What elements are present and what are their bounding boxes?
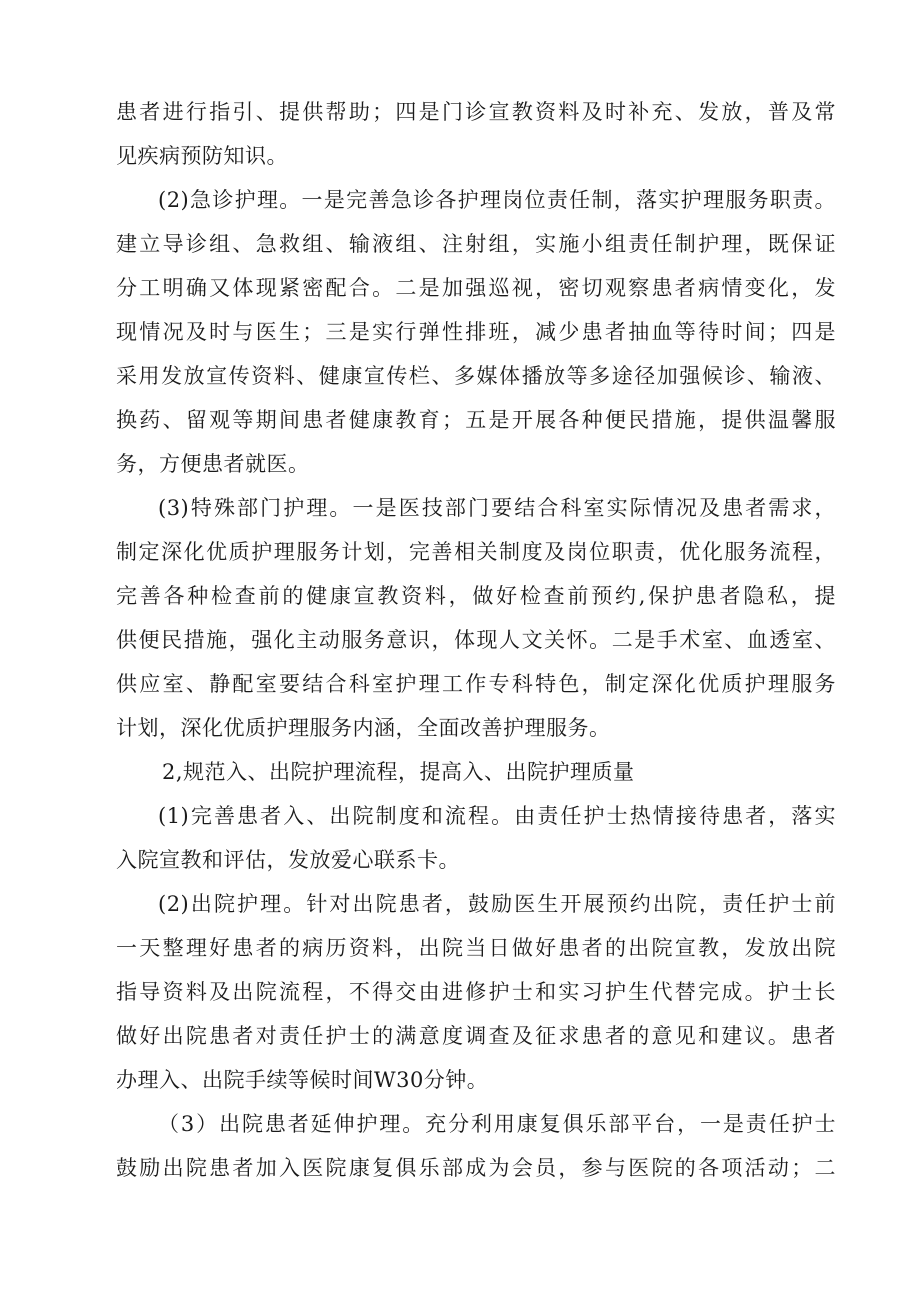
- text-line: 鼓励出院患者加入医院康复俱乐部成为会员，参与医院的各项活动；二: [116, 1156, 836, 1180]
- text-line: 做好出院患者对责任护士的满意度调查及征求患者的意见和建议。患者: [116, 1024, 836, 1048]
- text-line: （3）出院患者延伸护理。充分利用康复俱乐部平台，一是责任护士: [158, 1112, 836, 1136]
- text-line: (2)出院护理。针对出院患者，鼓励医生开展预约出院，责任护士前: [158, 892, 836, 916]
- text-line: 制定深化优质护理服务计划，完善相关制度及岗位职责，优化服务流程，: [116, 540, 836, 564]
- text-line: 换药、留观等期间患者健康教育；五是开展各种便民措施，提供温馨服: [116, 408, 836, 432]
- text-line: 入院宣教和评估，发放爱心联系卡。: [116, 848, 460, 872]
- text-line: 完善各种检查前的健康宣教资料，做好检查前预约,保护患者隐私，提: [116, 584, 836, 608]
- text-line: 采用发放宣传资料、健康宣传栏、多媒体播放等多途径加强候诊、输液、: [116, 364, 836, 388]
- text-line: 务，方便患者就医。: [116, 452, 310, 476]
- text-line: 供便民措施，强化主动服务意识，体现人文关怀。二是手术室、血透室、: [116, 628, 836, 652]
- text-line: (3)特殊部门护理。一是医技部门要结合科室实际情况及患者需求，: [158, 496, 836, 520]
- text-line: 计划，深化优质护理服务内涵，全面改善护理服务。: [116, 716, 611, 740]
- text-line: 指导资料及出院流程，不得交由进修护士和实习护生代替完成。护士长: [116, 980, 836, 1004]
- text-line: 一天整理好患者的病历资料，出院当日做好患者的出院宣教，发放出院: [116, 936, 836, 960]
- text-line: 患者进行指引、提供帮助；四是门诊宣教资料及时补充、发放，普及常: [116, 100, 836, 124]
- text-line: 见疾病预防知识。: [116, 144, 288, 168]
- text-line: 分工明确又体现紧密配合。二是加强巡视，密切观察患者病情变化，发: [116, 276, 836, 300]
- document-page: [116, 90, 836, 1190]
- text-line: 建立导诊组、急救组、输液组、注射组，实施小组责任制护理，既保证: [116, 232, 836, 256]
- text-line: (2)急诊护理。一是完善急诊各护理岗位责任制，落实护理服务职责。: [158, 188, 836, 212]
- text-line: 2,规范入、出院护理流程，提高入、出院护理质量: [162, 760, 635, 784]
- text-line: (1)完善患者入、出院制度和流程。由责任护士热情接待患者，落实: [158, 804, 836, 828]
- text-line: 供应室、静配室要结合科室护理工作专科特色，制定深化优质护理服务: [116, 672, 836, 696]
- text-line: 现情况及时与医生；三是实行弹性排班，减少患者抽血等待时间；四是: [116, 320, 836, 344]
- text-line: 办理入、出院手续等候时间W30分钟。: [116, 1068, 489, 1092]
